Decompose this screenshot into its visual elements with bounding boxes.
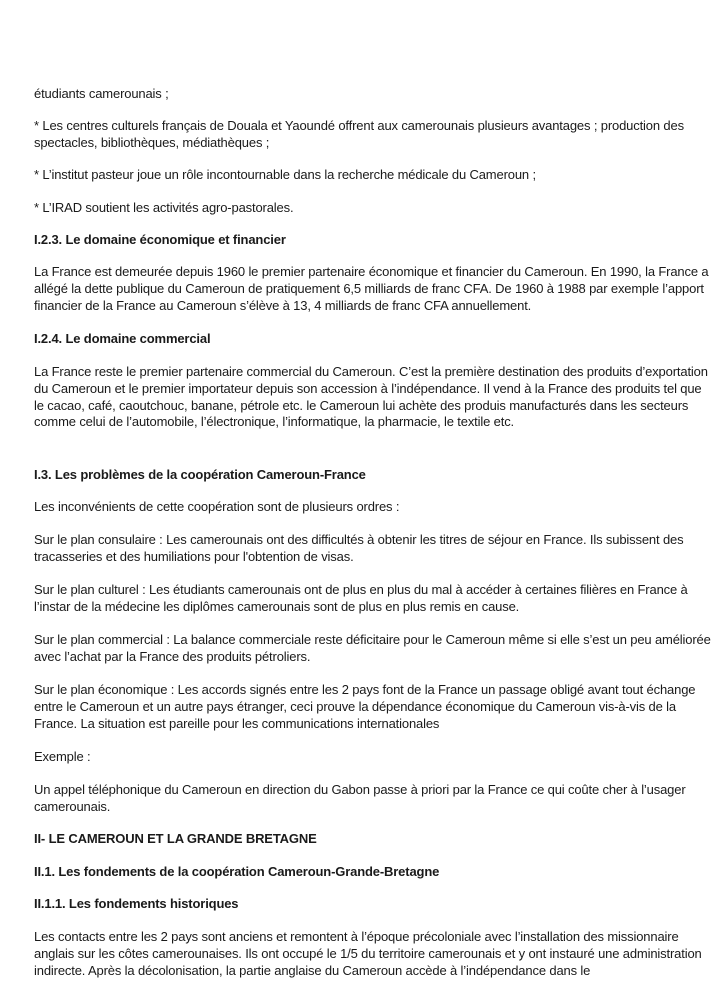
paragraph-phone-call-example: Un appel téléphonique du Cameroun en direction du Gabon passe à priori par la France ce qui coûte cher à l’usager camerounais.	[34, 782, 686, 814]
paragraph-historical-contacts: Les contacts entre les 2 pays sont anciens et remontent à l’époque précoloniale avec l’installation des missionnaire anglais sur les côtes camerounaises. Ils ont occupé le 1/5 du territoire camerounais et y ont instauré une administration indirecte. Après la décolonisation, la partie anglaise du Cameroun accède à l’indépendance dans le	[34, 929, 702, 978]
paragraph-inconvenients: Les inconvénients de cette coopération sont de plusieurs ordres :	[34, 499, 400, 514]
paragraph-cultural: Sur le plan culturel : Les étudiants camerounais ont de plus en plus du mal à accéder à certaines filières en France à l’instar de la médecine les diplômes camerounais sont de plus en plus remis en cause.	[34, 582, 688, 614]
paragraph-institut-pasteur: * L’institut pasteur joue un rôle incontournable dans la recherche médicale du Cameroun ;	[34, 167, 536, 182]
heading-cooperation-foundations: II.1. Les fondements de la coopération Cameroun-Grande-Bretagne	[34, 864, 440, 879]
paragraph-economic-financial: La France est demeurée depuis 1960 le premier partenaire économique et financier du Cameroun. En 1990, la France a allégé la dette publique du Cameroun de pratiquement 6,5 milliards de franc CFA. De 1960 à 1988 par exemple l’apport financier de la France au Cameroun s’élève à 13, 4 milliards de franc CFA annuellement.	[34, 264, 709, 313]
paragraph-commercial-balance: Sur le plan commercial : La balance commerciale reste déficitaire pour le Cameroun même si elle s’est un peu améliorée avec l’achat par la France des produits pétroliers.	[34, 632, 711, 664]
heading-historical-foundations: II.1.1. Les fondements historiques	[34, 896, 239, 911]
heading-economic-financial: I.2.3. Le domaine économique et financier	[34, 232, 286, 247]
paragraph-students-end: étudiants camerounais ;	[34, 86, 169, 101]
paragraph-commercial: La France reste le premier partenaire commercial du Cameroun. C’est la première destination des produits d’exportation du Cameroun et le premier importateur depuis son accession à l’indépendance. Il vend à la France des produits tel que le cacao, café, caoutchouc, banane, pétrole etc. le Cameroun lui achète des produis manufacturés dans les secteurs comme celui de l’automobile, l’électronique, l’informatique, la pharmacie, le textile etc.	[34, 364, 708, 430]
heading-cooperation-problems: I.3. Les problèmes de la coopération Cameroun-France	[34, 467, 366, 482]
paragraph-exemple: Exemple :	[34, 749, 91, 764]
paragraph-irad: * L’IRAD soutient les activités agro-pastorales.	[34, 200, 294, 215]
heading-cameroun-grande-bretagne: II- LE CAMEROUN ET LA GRANDE BRETAGNE	[34, 831, 317, 846]
paragraph-cultural-centres: * Les centres culturels français de Douala et Yaoundé offrent aux camerounais plusieurs avantages ; production des spectacles, bibliothèques, médiathèques ;	[34, 118, 684, 150]
paragraph-economic-plan: Sur le plan économique : Les accords signés entre les 2 pays font de la France un passage obligé avant tout échange entre le Cameroun et un autre pays étranger, ceci prouve la dépendance économique du Cameroun vis-à-vis de la France. La situation est pareille pour les communications internationales	[34, 682, 696, 731]
heading-commercial: I.2.4. Le domaine commercial	[34, 331, 211, 346]
paragraph-consular: Sur le plan consulaire : Les camerounais ont des difficultés à obtenir les titres de séjour en France. Ils subissent des tracasseries et des humiliations pour l'obtention de visas.	[34, 532, 684, 564]
